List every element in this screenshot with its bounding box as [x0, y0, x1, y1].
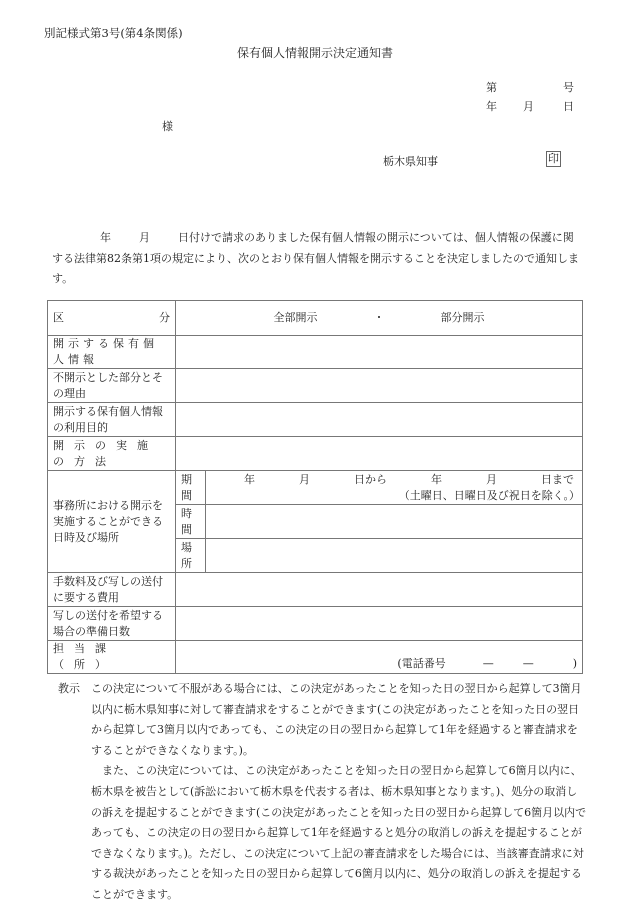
row-label: 不開示とした部分とその理由	[48, 369, 176, 403]
date-year: 年	[486, 100, 497, 113]
table-row	[48, 369, 583, 403]
seal-mark: 印	[548, 152, 559, 165]
table-row	[48, 641, 583, 674]
period-label: 期間	[176, 471, 206, 505]
row-label: 開示の実施の方法	[48, 437, 176, 471]
table-row	[48, 471, 583, 505]
tel-open: (電話番号	[397, 657, 446, 670]
row-value[interactable]	[176, 437, 583, 471]
number-prefix: 第	[486, 81, 497, 94]
form-number: 別記様式第3号(第4条関係)	[44, 26, 183, 40]
addressee-suffix: 様	[162, 120, 173, 133]
intro-paragraph	[52, 228, 582, 290]
time-value[interactable]	[206, 505, 583, 539]
issuer: 栃木県知事	[383, 155, 438, 168]
time-label: 時間	[176, 505, 206, 539]
table-row	[48, 437, 583, 471]
date-month: 月	[523, 100, 534, 113]
row-value[interactable]	[176, 403, 583, 437]
row-label: 開示する保有個人情報の利用目的	[48, 403, 176, 437]
row-label: 写しの送付を希望する場合の準備日数	[48, 607, 176, 641]
kubun-left: 区	[53, 311, 64, 324]
from-month: 月	[299, 472, 310, 486]
tel-dash: —	[522, 657, 534, 670]
prep-days-value[interactable]	[176, 607, 583, 641]
choice-partial[interactable]: 部分開示	[440, 311, 485, 324]
kubun-label	[48, 301, 176, 336]
notice-label: 教示	[58, 682, 80, 695]
to-month: 月	[486, 472, 497, 486]
table-row	[48, 573, 583, 607]
tel-dash: —	[482, 657, 494, 670]
choice-separator: ・	[373, 311, 385, 324]
fee-value[interactable]	[176, 573, 583, 607]
document-title: 保有個人情報開示決定通知書	[236, 46, 393, 60]
from-year: 年	[244, 472, 255, 486]
notice-text-1: この決定について不服がある場合には、この決定があったことを知った日の翌日から起算して3箇月以内に栃木県知事に対して審査請求をすることができます(この決定があったことを知った日の翌日から起算して3箇月以内であっても、この決定の日の翌日から起算して1年を経過すると審査請求をすることができなくなります。)。	[91, 682, 582, 757]
number-suffix: 号	[563, 81, 574, 94]
to-day: 日まで	[541, 472, 574, 486]
row-value[interactable]	[176, 369, 583, 403]
period-note: （土曜日、日曜日及び祝日を除く。）	[398, 488, 580, 502]
row-value[interactable]	[176, 336, 583, 369]
kubun-right: 分	[159, 311, 170, 324]
intro-year: 年	[100, 231, 111, 244]
intro-month: 月	[139, 231, 150, 244]
row-label: 手数料及び写しの送付に要する費用	[48, 573, 176, 607]
table-row	[48, 336, 583, 369]
dept-label: 担当課（所）	[48, 641, 176, 674]
disclosure-choice[interactable]	[176, 301, 583, 336]
row-label: 開示する保有個人情報	[48, 336, 176, 369]
notice-text-2: また、この決定については、この決定があったことを知った日の翌日から起算して6箇月以内に、栃木県を被告として(訴訟において栃木県を代表する者は、栃木県知事となります。)、処分の取消しの訴えを提起することができます(この決定があったことを知った日の翌日から起算して6箇月以内であっても、この決定の日の翌日から起算して1年を経過すると処分の取消しの訴えを提起することができなくなります。)。ただし、この決定について上記の審査請求をした場合には、当該審査請求に対する裁決があったことを知った日の翌日から起算して6箇月以内に、処分の取消しの訴えを提起することができます。	[91, 764, 587, 901]
to-year: 年	[431, 472, 442, 486]
table-row	[48, 607, 583, 641]
period-value[interactable]	[206, 471, 583, 505]
notice-paragraph-2	[58, 761, 588, 905]
office-label: 事務所における開示を実施することができる日時及び場所	[48, 471, 176, 573]
dept-value[interactable]	[176, 641, 583, 674]
table-row	[48, 301, 583, 336]
tel-close: )	[572, 657, 577, 670]
place-value[interactable]	[206, 539, 583, 573]
intro-text: 日付けで請求のありました保有個人情報の開示については、個人情報の保護に関する法律第82条第1項の規定により、次のとおり保有個人情報を開示することを決定しましたので通知します。	[52, 231, 579, 285]
table-row	[48, 403, 583, 437]
notice-paragraph-1	[58, 679, 588, 761]
place-label: 場所	[176, 539, 206, 573]
appeal-notice	[58, 679, 588, 906]
decision-table	[47, 300, 583, 674]
phone-number	[181, 642, 577, 672]
from-day: 日から	[354, 472, 387, 486]
date-day: 日	[563, 100, 574, 113]
choice-full[interactable]: 全部開示	[273, 311, 318, 324]
